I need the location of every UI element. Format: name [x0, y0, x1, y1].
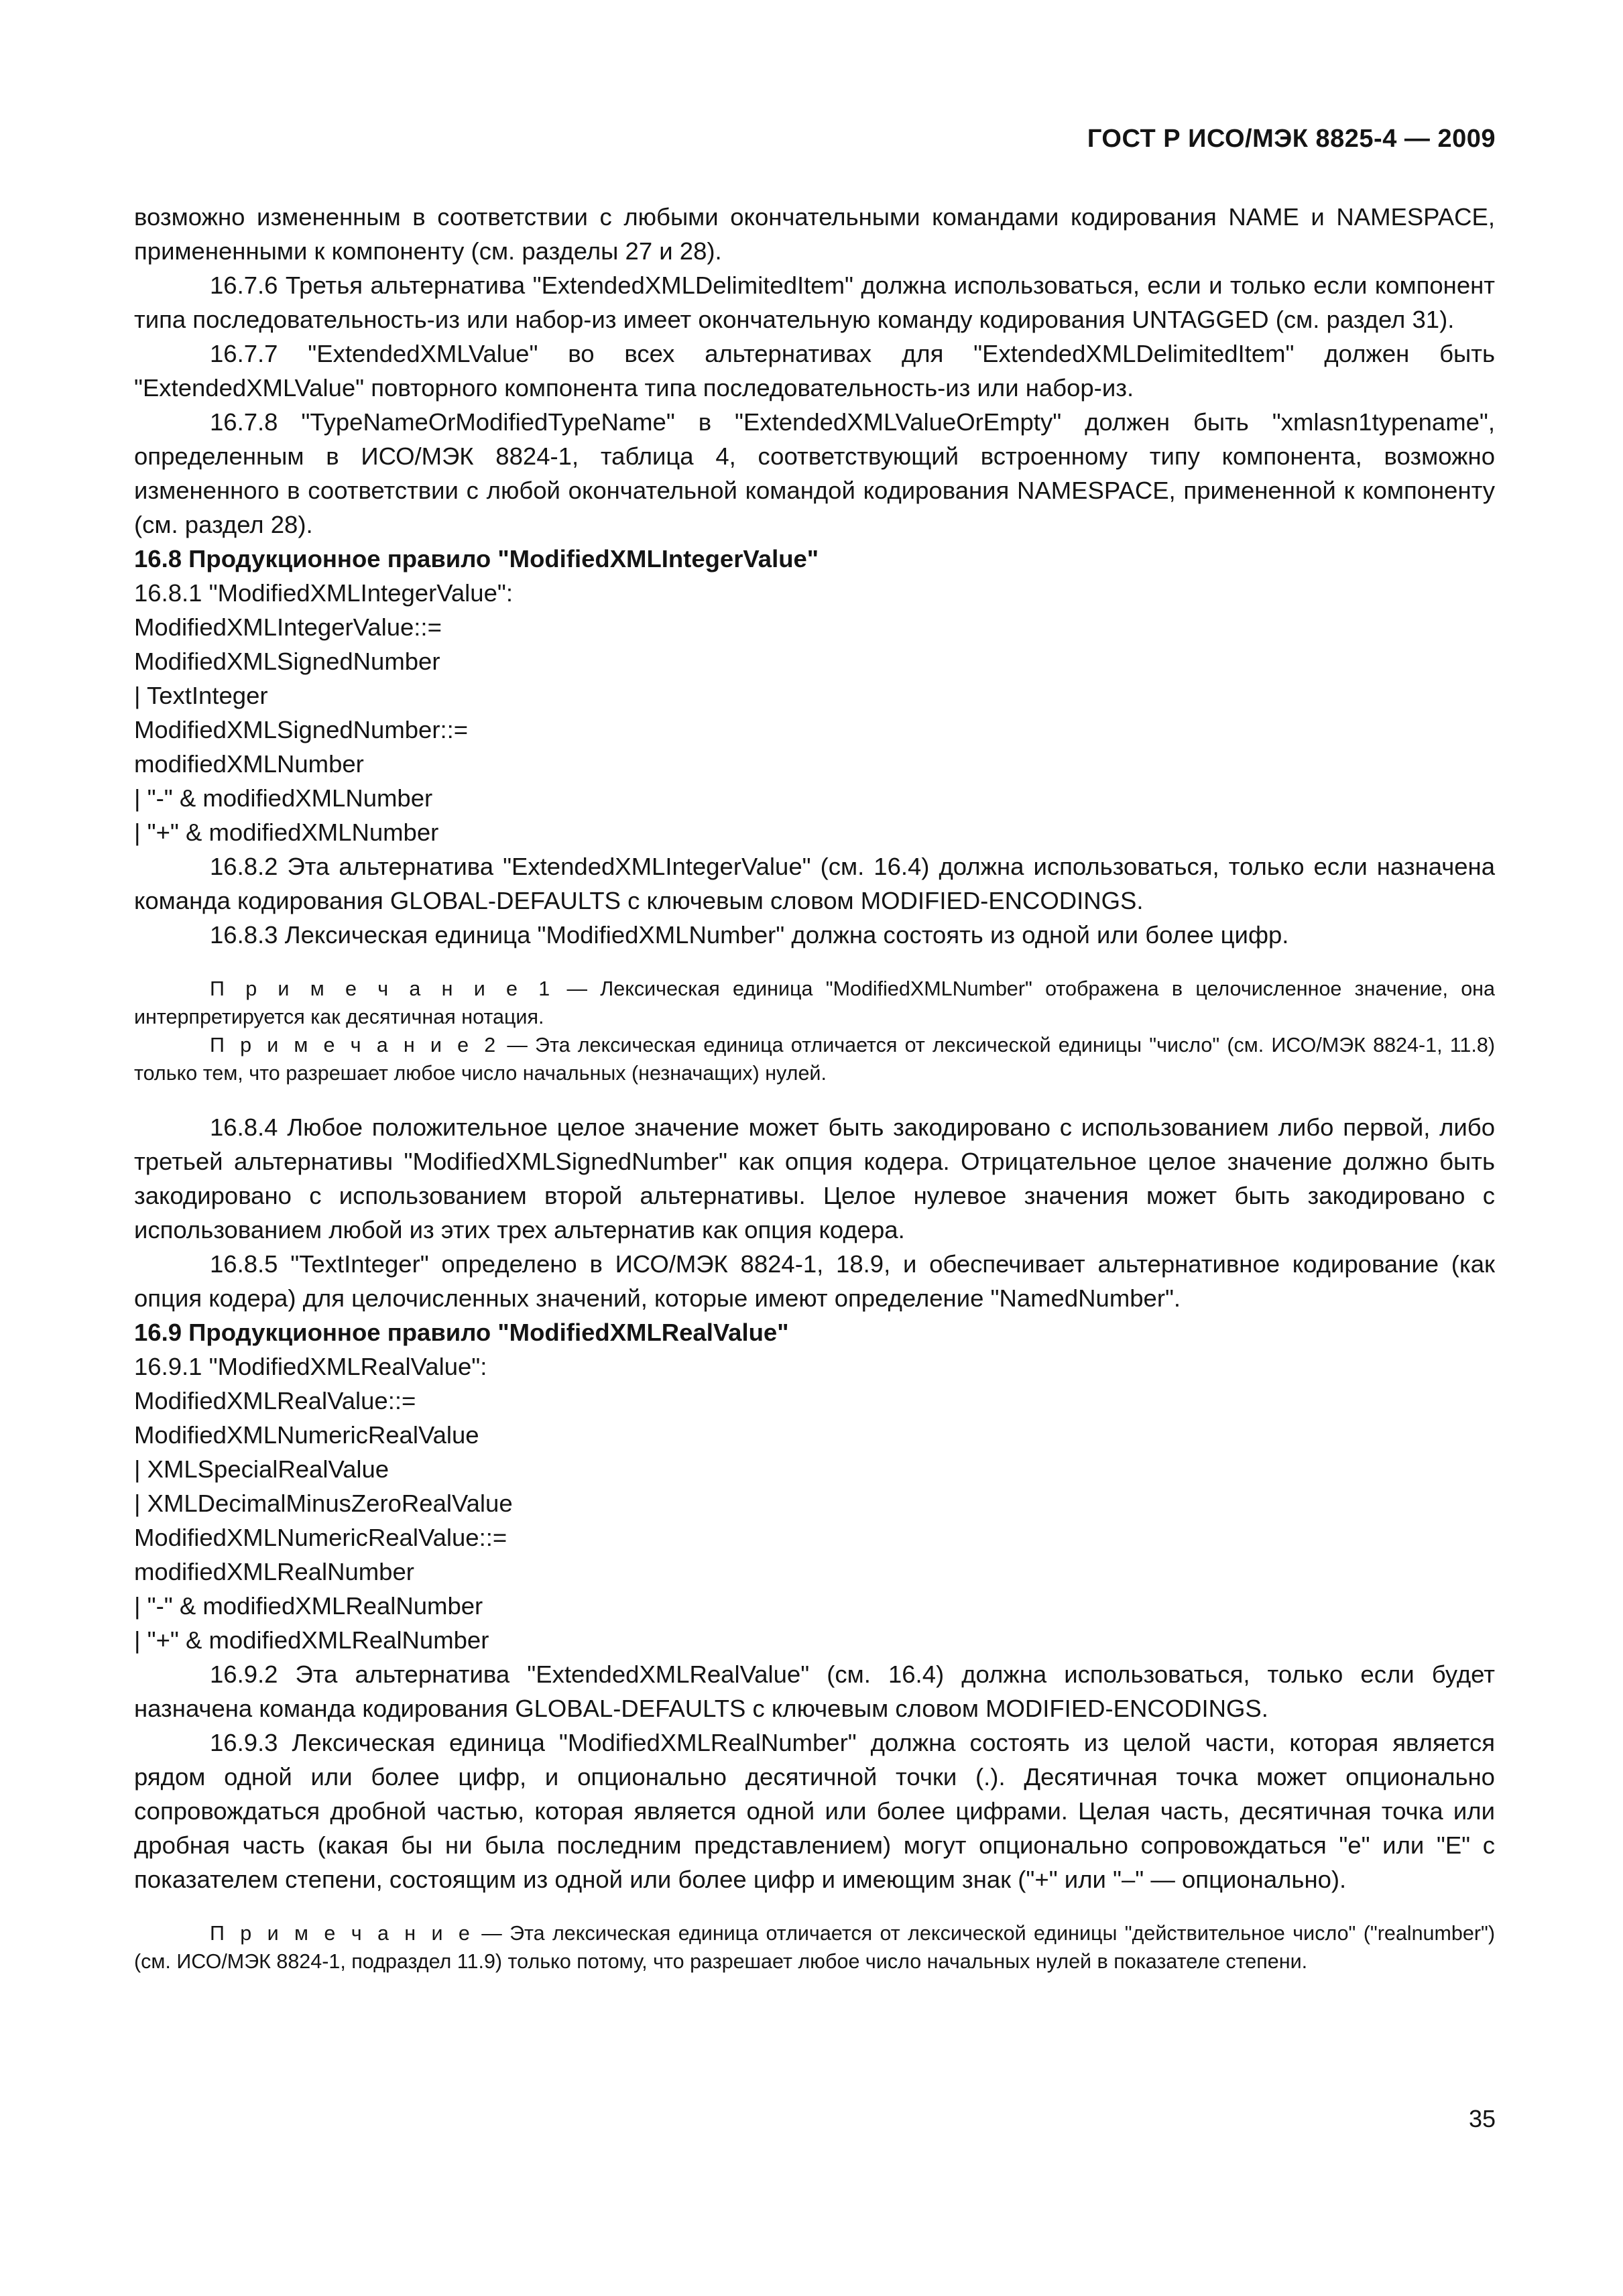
paragraph-16-8-1: 16.8.1 "ModifiedXMLIntegerValue":	[134, 579, 513, 607]
note-text: — Лексическая единица "ModifiedXMLNumber" отображена в целочисленное значение, она интерпретируется как десятичная нотация.	[134, 977, 1495, 1028]
note-1	[134, 975, 1495, 1031]
grammar-line: | "+" & modifiedXMLRealNumber	[134, 1626, 489, 1654]
section-heading-16-9: 16.9 Продукционное правило "ModifiedXMLRealValue"	[134, 1319, 789, 1346]
paragraph-16-9-3: 16.9.3 Лексическая единица "ModifiedXMLRealNumber" должна состоять из целой части, которая является рядом одной или более цифр, и опционально десятичной точки (.). Десятичная точка может опционально сопровождаться дробной частью, которая является одной или более цифрами. Целая часть, десятичная точка или дробная часть (какая бы ни была последним представлением) могут опционально сопровождаться "е" или "Е" с показателем степени, состоящим из одной или более цифр и имеющим знак ("+" или "–" — опционально).	[134, 1729, 1495, 1893]
grammar-line: modifiedXMLRealNumber	[134, 1558, 414, 1585]
grammar-block-16-8	[134, 610, 1495, 849]
paragraph-16-8-5: 16.8.5 "TextInteger" определено в ИСО/МЭК 8824-1, 18.9, и обеспечивает альтернативное кодирование (как опция кодера) для целочисленных значений, которые имеют определение "NamedNumber".	[134, 1250, 1495, 1312]
note-text: — Эта лексическая единица отличается от лексической единицы "действительное число" ("realnumber") (см. ИСО/МЭК 8824-1, подраздел 11.9) только потому, что разрешает любое число начальных нулей в показателе степени.	[134, 1922, 1495, 1973]
paragraph-16-7-6: 16.7.6 Третья альтернатива "ExtendedXMLDelimitedItem" должна использоваться, если и только если компонент типа последовательность-из или набор-из имеет окончательную команду кодирования UNTAGGED (см. раздел 31).	[134, 271, 1495, 333]
grammar-block-16-9	[134, 1384, 1495, 1657]
grammar-line: ModifiedXMLSignedNumber	[134, 648, 440, 675]
grammar-line: | "-" & modifiedXMLRealNumber	[134, 1592, 483, 1620]
grammar-line: ModifiedXMLNumericRealValue::=	[134, 1524, 507, 1551]
section-heading-16-8: 16.8 Продукционное правило "ModifiedXMLIntegerValue"	[134, 545, 819, 572]
paragraph-16-9-1: 16.9.1 "ModifiedXMLRealValue":	[134, 1353, 487, 1380]
page-number: 35	[1468, 2105, 1496, 2132]
standard-header: ГОСТ Р ИСО/МЭК 8825-4 — 2009	[1087, 125, 1496, 153]
grammar-line: modifiedXMLNumber	[134, 750, 364, 778]
paragraph-16-8-3: 16.8.3 Лексическая единица "ModifiedXMLNumber" должна состоять из одной или более цифр.	[210, 921, 1289, 949]
paragraph-16-7-8: 16.7.8 "TypeNameOrModifiedTypeName" в "ExtendedXMLValueOrEmpty" должен быть "xmlasn1typename", определенным в ИСО/МЭК 8824-1, таблица 4, соответствующий встроенному типу компонента, возможно измененного в соответствии с любой окончательной командой кодирования NAMESPACE, примененной к компоненту (см. раздел 28).	[134, 408, 1495, 538]
paragraph-16-9-2: 16.9.2 Эта альтернатива "ExtendedXMLRealValue" (см. 16.4) должна использоваться, только если будет назначена команда кодирования GLOBAL-DEFAULTS с ключевым словом MODIFIED-ENCODINGS.	[134, 1660, 1495, 1722]
page-content	[134, 200, 1495, 1976]
note-3	[134, 1919, 1495, 1976]
grammar-line: ModifiedXMLRealValue::=	[134, 1387, 416, 1414]
grammar-line: | XMLDecimalMinusZeroRealValue	[134, 1490, 513, 1517]
note-label: П р и м е ч а н и е 1	[210, 977, 554, 1000]
note-2	[134, 1031, 1495, 1087]
grammar-line: | TextInteger	[134, 682, 268, 709]
note-label: П р и м е ч а н и е 2	[210, 1034, 500, 1056]
paragraph-16-8-4: 16.8.4 Любое положительное целое значение может быть закодировано с использованием либо первой, либо третьей альтернативы "ModifiedXMLSignedNumber" как опция кодера. Отрицательное целое значение должно быть закодировано с использованием второй альтернативы. Целое нулевое значения может быть закодировано с использованием любой из этих трех альтернатив как опция кодера.	[134, 1113, 1495, 1244]
grammar-line: | XMLSpecialRealValue	[134, 1455, 389, 1483]
grammar-line: | "-" & modifiedXMLNumber	[134, 784, 433, 812]
paragraph-16-7-7: 16.7.7 "ExtendedXMLValue" во всех альтернативах для "ExtendedXMLDelimitedItem" должен быть "ExtendedXMLValue" повторного компонента типа последовательность-из или набор-из.	[134, 340, 1495, 402]
grammar-line: | "+" & modifiedXMLNumber	[134, 819, 439, 846]
grammar-line: ModifiedXMLNumericRealValue	[134, 1421, 479, 1449]
grammar-line: ModifiedXMLSignedNumber::=	[134, 716, 469, 743]
grammar-line: ModifiedXMLIntegerValue::=	[134, 613, 442, 641]
note-text: — Эта лексическая единица отличается от лексической единицы "число" (см. ИСО/МЭК 8824-1, 11.8) только тем, что разрешает любое число начальных (незначащих) нулей.	[134, 1034, 1495, 1085]
note-label: П р и м е ч а н и е	[210, 1922, 474, 1945]
paragraph-16-8-2: 16.8.2 Эта альтернатива "ExtendedXMLIntegerValue" (см. 16.4) должна использоваться, только если назначена команда кодирования GLOBAL-DEFAULTS с ключевым словом MODIFIED-ENCODINGS.	[134, 853, 1495, 914]
paragraph-continuation: возможно измененным в соответствии с любыми окончательными командами кодирования NAME и NAMESPACE, примененными к компоненту (см. разделы 27 и 28).	[134, 203, 1495, 265]
